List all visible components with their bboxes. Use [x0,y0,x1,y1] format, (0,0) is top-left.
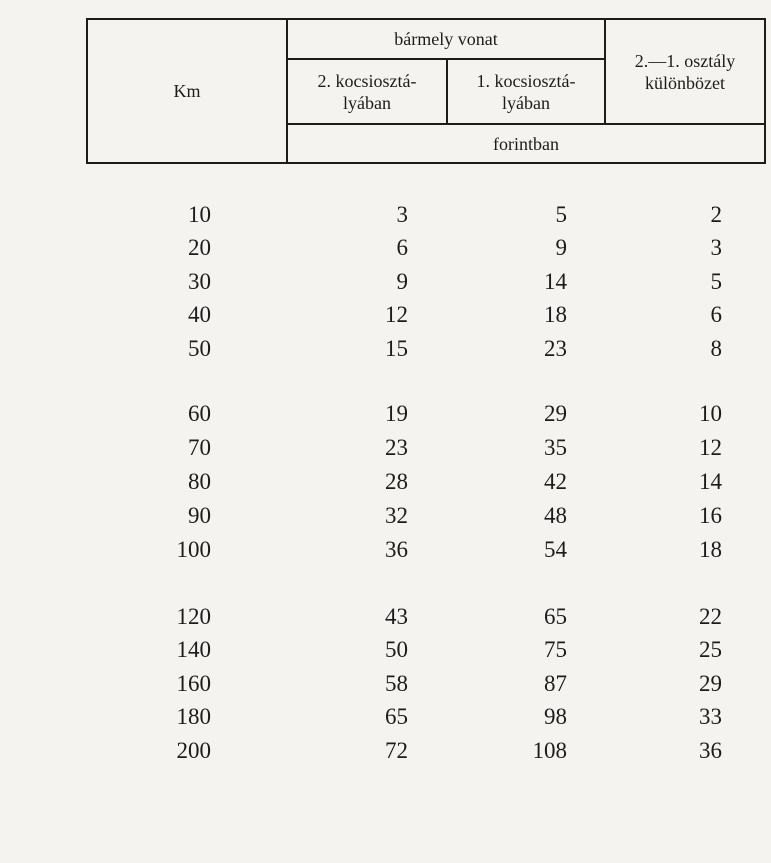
table-row [0,465,771,498]
cell-difference: 33 [699,704,722,729]
cell-km: 200 [176,738,211,763]
cell-km: 50 [188,336,211,361]
cell-km: 120 [176,604,211,629]
cell-difference: 18 [699,537,722,562]
cell-class-2: 12 [385,302,408,327]
header-class-1 [448,60,604,123]
cell-km: 20 [188,235,211,260]
cell-class-1: 65 [544,604,567,629]
table-row [0,397,771,430]
header-border-right [764,18,766,164]
cell-class-1: 48 [544,503,567,528]
table-row [0,667,771,700]
table-header [86,18,766,164]
cell-class-2: 9 [396,269,408,294]
header-km [88,20,286,162]
table-row [0,499,771,532]
cell-class-1: 14 [544,269,567,294]
cell-km: 140 [176,637,211,662]
table-row [0,700,771,733]
cell-km: 160 [176,671,211,696]
cell-difference: 36 [699,738,722,763]
cell-class-1: 108 [532,738,567,763]
table-row [0,298,771,331]
header-km-label: Km [173,81,201,101]
cell-class-2: 23 [385,435,408,460]
cell-difference: 2 [710,202,722,227]
header-class-2-line1: 2. kocsiosztá- [317,70,417,91]
header-group [288,20,604,58]
cell-class-2: 43 [385,604,408,629]
header-group-label: bármely vonat [394,29,498,49]
cell-class-2: 50 [385,637,408,662]
table-row [0,533,771,566]
cell-difference: 6 [710,302,722,327]
cell-class-2: 3 [396,202,408,227]
cell-km: 30 [188,269,211,294]
cell-difference: 5 [710,269,722,294]
table-row [0,265,771,298]
cell-class-1: 35 [544,435,567,460]
cell-difference: 10 [699,401,722,426]
cell-class-1: 75 [544,637,567,662]
header-unit [288,125,764,162]
header-difference-line2: különbözet [645,72,725,93]
cell-class-1: 42 [544,469,567,494]
cell-km: 180 [176,704,211,729]
header-class-2-line2: lyában [343,92,391,113]
table-row [0,231,771,264]
header-class-2 [288,60,446,123]
cell-difference: 8 [710,336,722,361]
cell-class-2: 28 [385,469,408,494]
cell-class-1: 9 [555,235,567,260]
table-row [0,431,771,464]
table-row [0,198,771,231]
cell-class-1: 29 [544,401,567,426]
cell-km: 80 [188,469,211,494]
cell-class-1: 87 [544,671,567,696]
cell-class-2: 65 [385,704,408,729]
cell-class-2: 15 [385,336,408,361]
cell-km: 90 [188,503,211,528]
cell-km: 40 [188,302,211,327]
cell-class-2: 19 [385,401,408,426]
table-row [0,332,771,365]
cell-difference: 12 [699,435,722,460]
cell-class-1: 98 [544,704,567,729]
cell-difference: 29 [699,671,722,696]
table-row [0,600,771,633]
cell-class-2: 36 [385,537,408,562]
cell-km: 100 [176,537,211,562]
cell-km: 10 [188,202,211,227]
header-difference-line1: 2.—1. osztály [634,50,736,71]
header-difference [606,20,764,123]
cell-class-1: 54 [544,537,567,562]
cell-class-1: 18 [544,302,567,327]
cell-difference: 16 [699,503,722,528]
cell-km: 60 [188,401,211,426]
cell-difference: 3 [710,235,722,260]
header-unit-label: forintban [493,133,559,154]
cell-km: 70 [188,435,211,460]
cell-class-1: 5 [555,202,567,227]
table-row [0,734,771,767]
cell-difference: 22 [699,604,722,629]
cell-difference: 25 [699,637,722,662]
header-class-1-line1: 1. kocsiosztá- [476,70,576,91]
cell-class-2: 72 [385,738,408,763]
cell-class-2: 6 [396,235,408,260]
header-border-bottom [86,162,766,164]
cell-difference: 14 [699,469,722,494]
cell-class-1: 23 [544,336,567,361]
cell-class-2: 58 [385,671,408,696]
table-row [0,633,771,666]
cell-class-2: 32 [385,503,408,528]
header-class-1-line2: lyában [502,92,550,113]
